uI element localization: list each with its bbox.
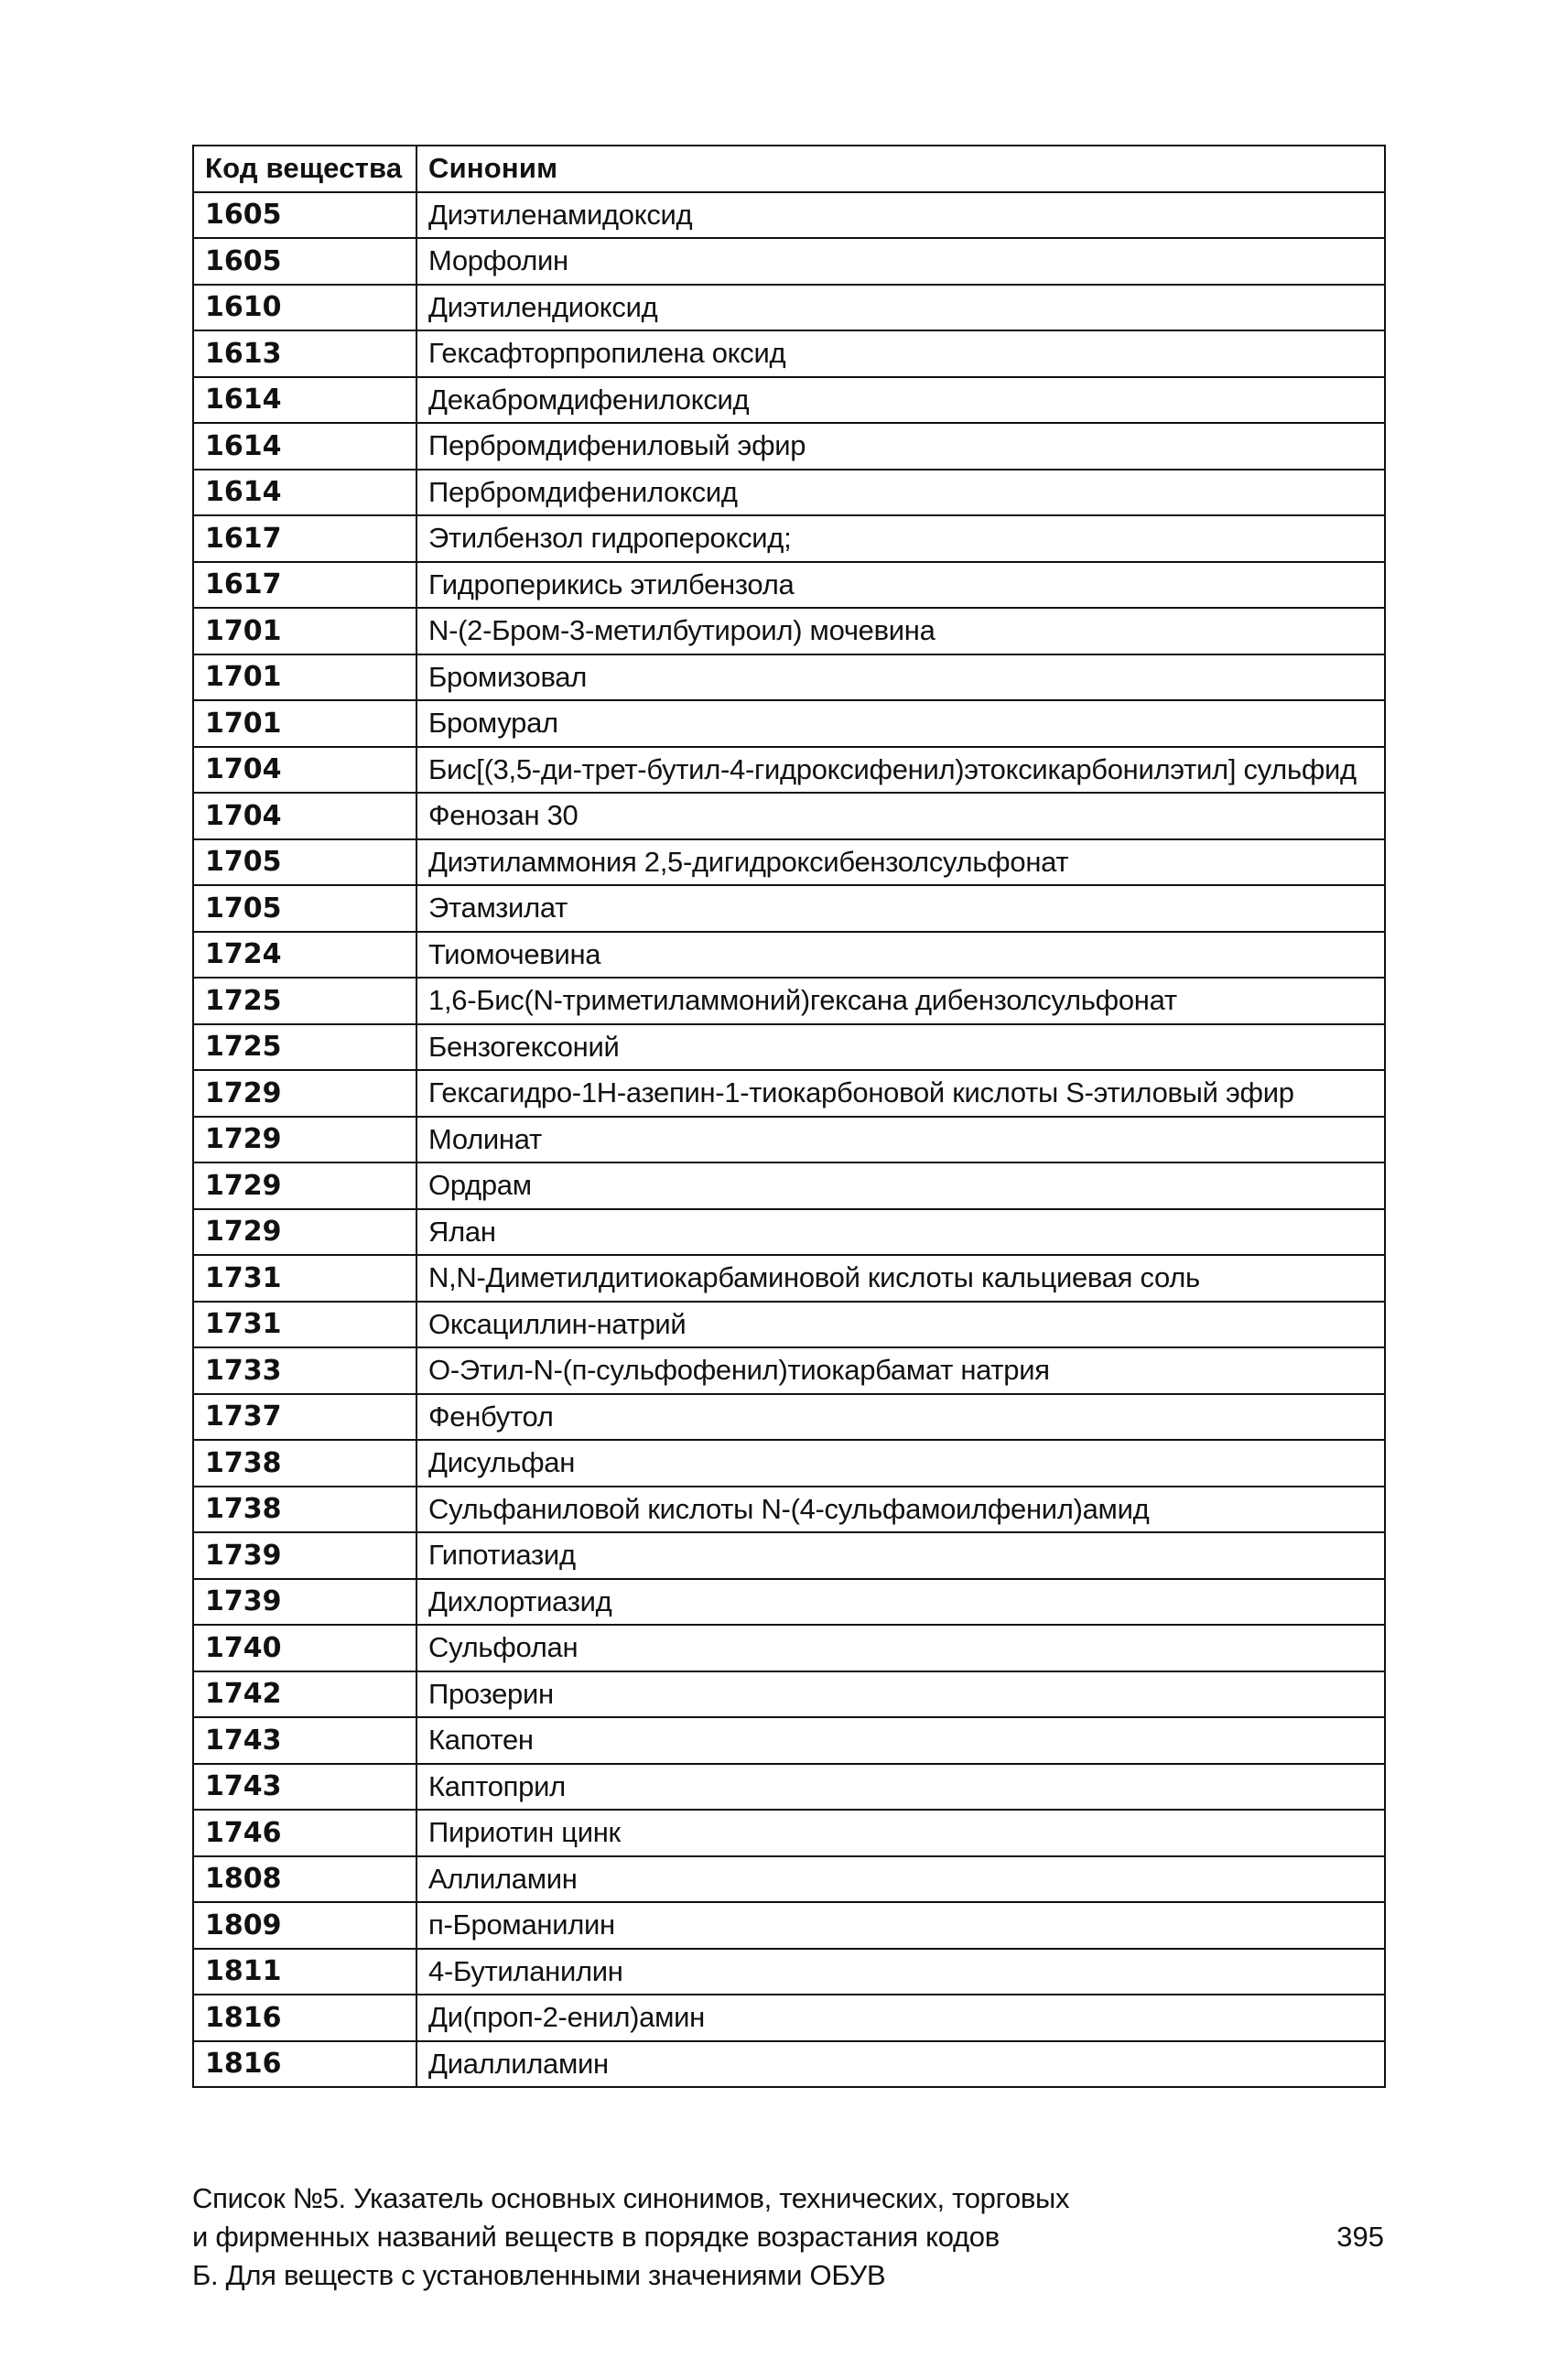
synonym-cell: Пириотин цинк (416, 1810, 1385, 1856)
table-row (193, 1625, 1385, 1671)
substance-code-cell: 1816 (193, 2041, 416, 2088)
substance-code-cell: 1701 (193, 654, 416, 701)
column-header-synonym: Синоним (416, 146, 1385, 192)
synonym-cell: Ди(проп-2-енил)амин (416, 1995, 1385, 2041)
caption-line: Список №5. Указатель основных синонимов, технических, торговых (192, 2182, 1070, 2214)
synonym-cell: Гексагидро-1Н-азепин-1-тиокарбоновой кислоты S-этиловый эфир (416, 1070, 1385, 1117)
substance-code-cell: 1701 (193, 608, 416, 654)
table-body (193, 192, 1385, 2088)
table-row (193, 1810, 1385, 1856)
synonym-cell: 4-Бутиланилин (416, 1949, 1385, 1995)
substance-code-cell: 1605 (193, 192, 416, 239)
substance-code-cell: 1614 (193, 377, 416, 424)
substance-code-cell: 1617 (193, 515, 416, 562)
table-row (193, 885, 1385, 932)
substance-code-cell: 1743 (193, 1764, 416, 1811)
synonym-cell: Фенозан 30 (416, 793, 1385, 839)
synonym-cell: Диэтилендиоксид (416, 285, 1385, 331)
substance-code-cell: 1739 (193, 1579, 416, 1626)
synonym-cell: N,N-Диметилдитиокарбаминовой кислоты кальциевая соль (416, 1255, 1385, 1302)
substance-code-cell: 1733 (193, 1347, 416, 1394)
list-caption (192, 2179, 1108, 2295)
caption-line: и фирменных названий веществ в порядке возрастания кодов (192, 2221, 1000, 2253)
table-row (193, 2041, 1385, 2088)
table-row (193, 1347, 1385, 1394)
table-row (193, 515, 1385, 562)
table-row (193, 1302, 1385, 1348)
table-row (193, 932, 1385, 979)
substance-code-cell: 1729 (193, 1162, 416, 1209)
table-row (193, 1532, 1385, 1579)
caption-line: Б. Для веществ с установленными значениями ОБУВ (192, 2259, 886, 2291)
synonym-cell: Прозерин (416, 1671, 1385, 1718)
synonym-cell: Ордрам (416, 1162, 1385, 1209)
substance-code-cell: 1742 (193, 1671, 416, 1718)
substance-code-cell: 1731 (193, 1255, 416, 1302)
synonym-cell: Гексафторпропилена оксид (416, 330, 1385, 377)
synonym-cell: Ялан (416, 1209, 1385, 1256)
table-header-row (193, 146, 1385, 192)
substance-code-cell: 1740 (193, 1625, 416, 1671)
substance-code-cell: 1746 (193, 1810, 416, 1856)
table-row (193, 654, 1385, 701)
table-row (193, 839, 1385, 886)
table-row (193, 562, 1385, 609)
table-row (193, 1579, 1385, 1626)
synonym-cell: Капотен (416, 1717, 1385, 1764)
substance-code-cell: 1705 (193, 839, 416, 886)
synonym-cell: Диэтиламмония 2,5-дигидроксибензолсульфонат (416, 839, 1385, 886)
substance-code-cell: 1811 (193, 1949, 416, 1995)
table-row (193, 1995, 1385, 2041)
table-row (193, 978, 1385, 1024)
synonym-cell: Сульфолан (416, 1625, 1385, 1671)
synonym-cell: Декабромдифенилоксид (416, 377, 1385, 424)
substance-code-cell: 1743 (193, 1717, 416, 1764)
synonym-cell: Бромизовал (416, 654, 1385, 701)
table-row (193, 700, 1385, 747)
page-number: 395 (1336, 2221, 1384, 2253)
synonym-cell: Морфолин (416, 238, 1385, 285)
substance-code-cell: 1605 (193, 238, 416, 285)
synonym-cell: Молинат (416, 1117, 1385, 1163)
synonym-cell: Тиомочевина (416, 932, 1385, 979)
table-row (193, 423, 1385, 470)
table-row (193, 1902, 1385, 1949)
substance-code-cell: 1729 (193, 1209, 416, 1256)
substance-code-cell: 1729 (193, 1070, 416, 1117)
synonym-cell: Пербромдифенилоксид (416, 470, 1385, 516)
table-row (193, 1255, 1385, 1302)
substance-code-cell: 1808 (193, 1856, 416, 1903)
substance-code-cell: 1731 (193, 1302, 416, 1348)
table-row (193, 1440, 1385, 1487)
substance-code-cell: 1614 (193, 423, 416, 470)
table-row (193, 608, 1385, 654)
synonym-cell: Оксациллин-натрий (416, 1302, 1385, 1348)
table-row (193, 1764, 1385, 1811)
substance-code-cell: 1809 (193, 1902, 416, 1949)
substance-code-cell: 1729 (193, 1117, 416, 1163)
synonym-cell: 1,6-Бис(N-триметиламмоний)гексана дибензолсульфонат (416, 978, 1385, 1024)
table-row (193, 330, 1385, 377)
synonym-cell: Диаллиламин (416, 2041, 1385, 2088)
substance-code-cell: 1816 (193, 1995, 416, 2041)
table-row (193, 192, 1385, 239)
table-row (193, 1117, 1385, 1163)
substance-code-cell: 1737 (193, 1394, 416, 1441)
synonym-cell: N-(2-Бром-3-метилбутироил) мочевина (416, 608, 1385, 654)
synonym-cell: Пербромдифениловый эфир (416, 423, 1385, 470)
table-row (193, 1717, 1385, 1764)
synonym-cell: Этамзилат (416, 885, 1385, 932)
table-row (193, 747, 1385, 794)
synonym-cell: Каптоприл (416, 1764, 1385, 1811)
synonym-cell: О-Этил-N-(п-сульфофенил)тиокарбамат натрия (416, 1347, 1385, 1394)
table-row (193, 1856, 1385, 1903)
synonym-cell: Дисульфан (416, 1440, 1385, 1487)
substance-code-cell: 1704 (193, 747, 416, 794)
column-header-code: Код вещества (193, 146, 416, 192)
table-row (193, 1024, 1385, 1071)
synonym-cell: Этилбензол гидропероксид; (416, 515, 1385, 562)
substance-code-cell: 1610 (193, 285, 416, 331)
synonym-cell: Бис[(3,5-ди-трет-бутил-4-гидроксифенил)этоксикарбонилэтил] сульфид (416, 747, 1385, 794)
synonym-cell: Гидроперикись этилбензола (416, 562, 1385, 609)
substance-code-cell: 1704 (193, 793, 416, 839)
table-row (193, 470, 1385, 516)
synonym-cell: Аллиламин (416, 1856, 1385, 1903)
substance-code-cell: 1738 (193, 1487, 416, 1533)
table-row (193, 1162, 1385, 1209)
table-row (193, 1394, 1385, 1441)
substance-code-cell: 1725 (193, 1024, 416, 1071)
table-row (193, 285, 1385, 331)
table-row (193, 1487, 1385, 1533)
synonym-cell: Сульфаниловой кислоты N-(4-сульфамоилфенил)амид (416, 1487, 1385, 1533)
table-row (193, 1209, 1385, 1256)
synonym-cell: Бромурал (416, 700, 1385, 747)
synonym-cell: Фенбутол (416, 1394, 1385, 1441)
table-row (193, 793, 1385, 839)
substance-code-cell: 1613 (193, 330, 416, 377)
synonym-cell: п-Броманилин (416, 1902, 1385, 1949)
substance-code-cell: 1725 (193, 978, 416, 1024)
table-row (193, 1070, 1385, 1117)
synonym-cell: Бензогексоний (416, 1024, 1385, 1071)
table-row (193, 1671, 1385, 1718)
substance-code-cell: 1701 (193, 700, 416, 747)
substance-code-cell: 1614 (193, 470, 416, 516)
substance-code-cell: 1724 (193, 932, 416, 979)
table-row (193, 377, 1385, 424)
synonym-cell: Диэтиленамидоксид (416, 192, 1385, 239)
substance-code-cell: 1738 (193, 1440, 416, 1487)
substance-code-cell: 1705 (193, 885, 416, 932)
synonym-cell: Гипотиазид (416, 1532, 1385, 1579)
table-row (193, 1949, 1385, 1995)
substance-code-cell: 1617 (193, 562, 416, 609)
synonyms-table (192, 145, 1386, 2088)
table-row (193, 238, 1385, 285)
substance-code-cell: 1739 (193, 1532, 416, 1579)
synonym-cell: Дихлортиазид (416, 1579, 1385, 1626)
